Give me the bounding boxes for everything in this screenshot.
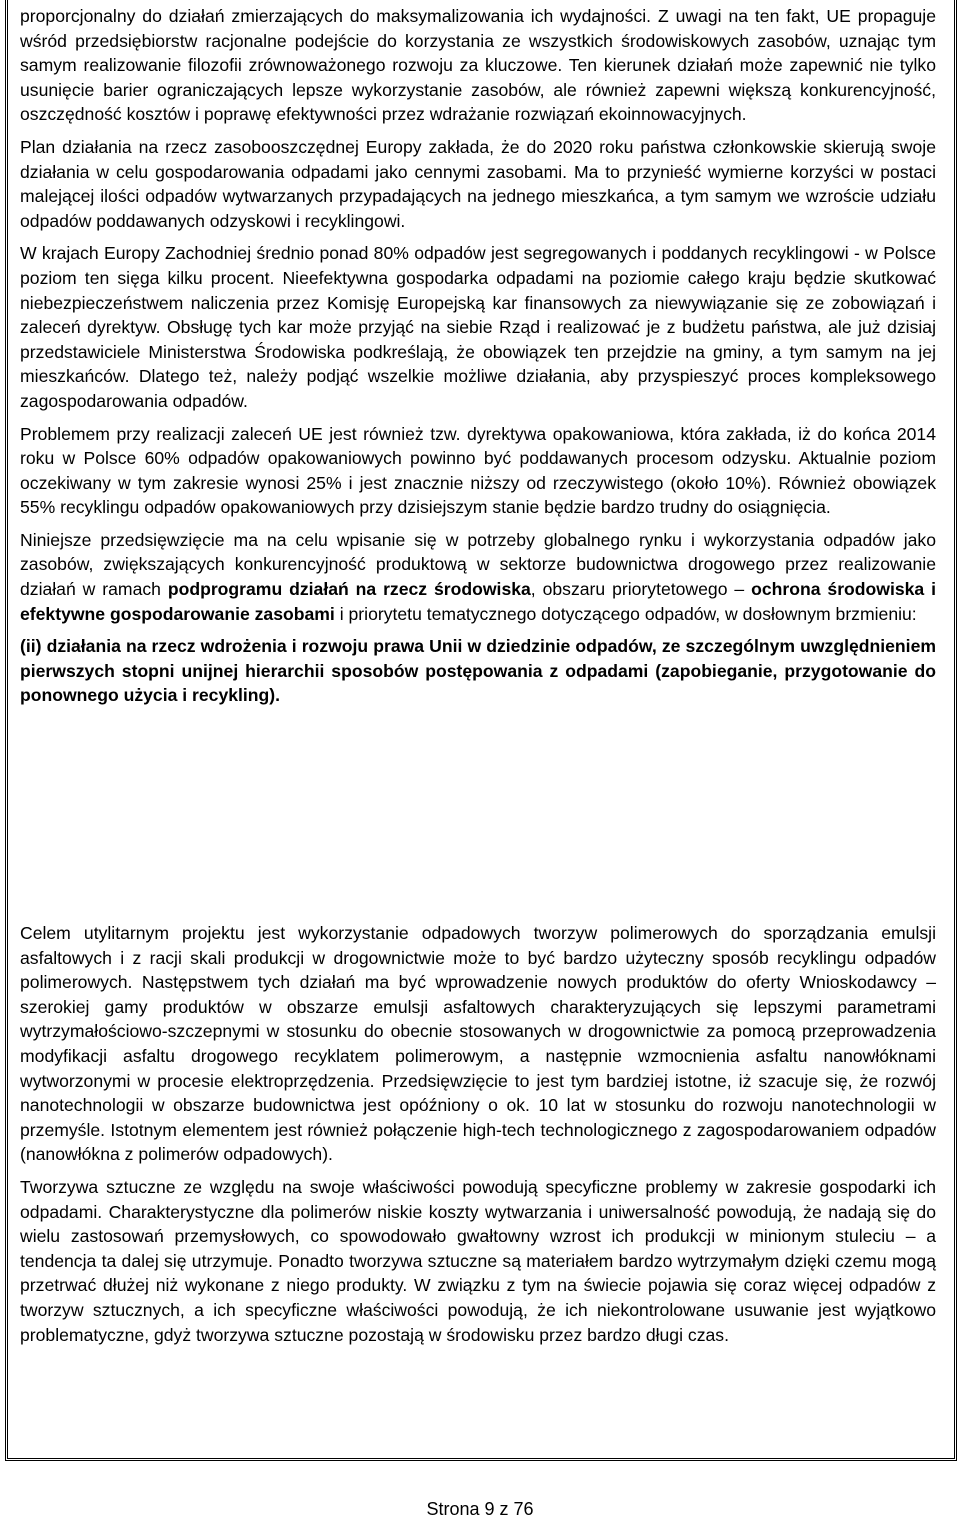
paragraph-packaging-directive: Problemem przy realizacji zaleceń UE jest również tzw. dyrektywa opakowaniowa, która zakłada, iż do końca 2014 roku w Polsce 60% odpadów opakowaniowych powinno być poddawanych procesom odzysku. Aktualnie poziom oczekiwany w tym zakresie wynosi 25% i jest znacznie niższy od rzeczywistego (około 10%). Również obowiązek 55% recyklingu odpadów opakowaniowych przy dzisiejszym stanie będzie bardzo trudny do osiągnięcia.: [20, 423, 936, 518]
undertaking-bold-2: ochrona środowiska i efektywne gospodarowanie zasobami: [20, 579, 936, 624]
undertaking-text-3: i priorytetu tematycznego dotyczącego odpadów, w dosłownym brzmieniu:: [334, 603, 917, 624]
undertaking-bold-1: podprogramu działań na rzecz środowiska: [167, 579, 531, 600]
undertaking-text-2: , obszaru priorytetowego –: [530, 579, 752, 600]
paragraph-action-plan: Plan działania na rzecz zasobooszczędnej Europy zakłada, że do 2020 roku państwa członkowskie skierują swoje działania w celu gospodarowania odpadami jako cennymi zasobami. Ma to przynieść wymierne korzyści w postaci malejącej ilości odpadów wytwarzanych przypadających na jednego mieszkańca, a tym samym we wzroście udziału odpadów poddawanych odzyskowi i recyklingowi.: [20, 136, 936, 231]
page-footer: Strona 9 z 76: [426, 1499, 534, 1519]
undertaking-text-1: Niniejsze przedsięwzięcie ma na celu wpisanie się w potrzeby globalnego rynku i wykorzystania odpadów jako zasobów, zwiększających konkurencyjność produktową w sektorze budownictwa drogowego przez realizowanie działań w ramach: [20, 529, 936, 600]
priority-quote-bold: (ii) działania na rzecz wdrożenia i rozwoju prawa Unii w dziedzinie odpadów, ze szczególnym uwzględnieniem pierwszych stopni unijnej hierarchii sposobów postępowania z odpadami (zapobieganie, przygotowanie do ponownego użycia i recykling).: [20, 636, 936, 706]
text-block-lower: [20, 921, 936, 1347]
paragraph-plastics: Tworzywa sztuczne ze względu na swoje właściwości powodują specyficzne problemy w zakresie gospodarki ich odpadami. Charakterystyczne dla polimerów niskie koszty wytwarzania i uniwersalność powodują, że nadają się do wielu zastosowań przemysłowych, co spowodowało gwałtowny wzrost ich produkcji w minionym stuleciu – a tendencja ta dalej się utrzymuje. Ponadto tworzywa sztuczne są materiałem bardzo wytrzymałym dzięki czemu mogą przetrwać dłużej niż wykonane z niego produkty. W związku z tym na świecie pojawia się coraz więcej odpadów z tworzyw sztucznych, a ich specyficzne właściwości powodują, że ich niekontrolowane usuwanie jest wyjątkowo problematyczne, gdyż tworzywa sztuczne pozostają w środowisku przez bardzo długi czas.: [20, 1176, 936, 1345]
paragraph-undertaking: [20, 528, 936, 626]
paragraph-priority-quote: [20, 634, 936, 708]
paragraph-project-goal: Celem utylitarnym projektu jest wykorzystanie odpadowych tworzyw polimerowych do sporządzania emulsji asfaltowych i z racji skali produkcji w drogownictwie może to być bardzo użyteczny sposób recyklingu odpadów polimerowych. Następstwem tych działań ma być wprowadzenie nowych produktów do oferty Wnioskodawcy – szerokiej gamy produktów w obszarze emulsji asfaltowych charakteryzujących się lepszymi parametrami wytrzymałościowo-szczepnymi w stosunku do obecnie stosowanych w drogownictwie za pomocą przeprowadzenia modyfikacji asfaltu drogowego recyklatem polimerowym, a następnie wzmocnienia asfaltu nanowłóknami wytworzonymi w procesie elektroprzędzenia. Przedsięwzięcie to jest tym bardziej istotne, iż szacuje się, że rozwój nanotechnologii w obszarze budownictwa jest opóźniony o ok. 10 lat w stosunku do rozwoju nanotechnologii w przemyśle. Istotnym elementem jest również połączenie high-tech technologicznego z zagospodarowaniem odpadów (nanowłókna z polimerów odpadowych).: [20, 923, 936, 1165]
text-block-upper: [20, 4, 936, 708]
paragraph-eu-resources: proporcjonalny do działań zmierzających do maksymalizowania ich wydajności. Z uwagi na ten fakt, UE propaguje wśród przedsiębiorstw racjonalne podejście do korzystania ze wszystkich środowiskowych zasobów, uznając tym samym realizowanie filozofii zrównoważonego rozwoju za kluczowe. Ten kierunek działań może zapewnić nie tylko usunięcie barier ograniczających lepsze wykorzystanie zasobów, ale również zapewni większą konkurencyjność, oszczędność kosztów i poprawę efektywności przez wdrażanie rozwiązań ekoinnowacyjnych.: [20, 6, 936, 125]
paragraph-western-europe: W krajach Europy Zachodniej średnio ponad 80% odpadów jest segregowanych i poddanych recyklingowi - w Polsce poziom ten sięga kilku procent. Nieefektywna gospodarka odpadami na poziomie całego kraju będzie skutkować niebezpieczeństwem naliczenia przez Komisję Europejską kar finansowych za niewywiązanie się ze zobowiązań i zaleceń dyrektyw. Obsługę tych kar może przyjąć na siebie Rząd i realizować je z budżetu państwa, ale już dzisiaj przedstawiciele Ministerstwa Środowiska podkreślają, że obowiązek ten przejdzie na gminy, a tym samym na jej mieszkańców. Dlatego też, należy podjąć wszelkie możliwe działania, aby przyspieszyć proces kompleksowego zagospodarowania odpadów.: [20, 243, 936, 411]
